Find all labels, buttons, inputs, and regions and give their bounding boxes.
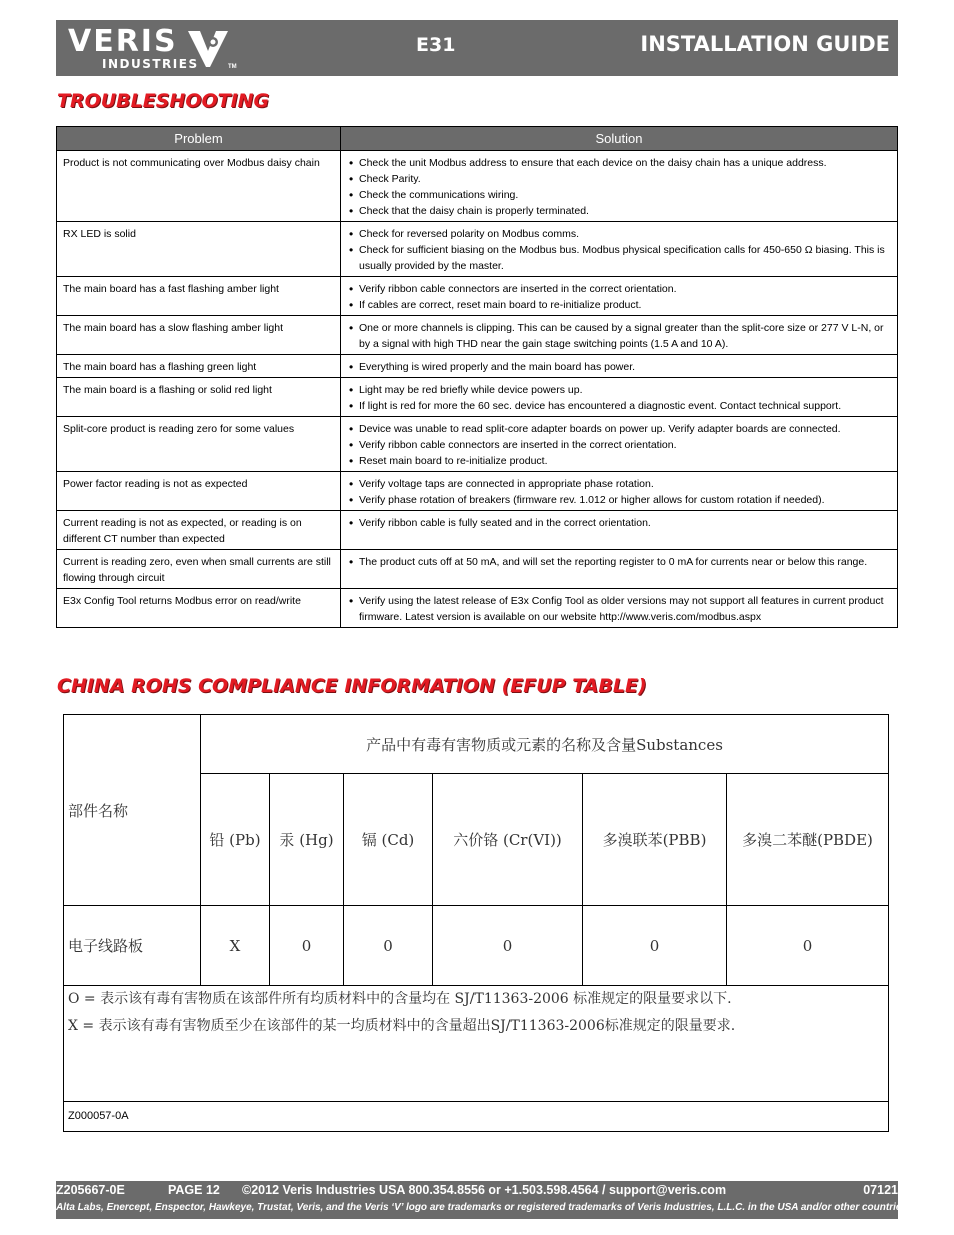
rohs-header-row [64,715,889,774]
solution-item: • The product cuts off at 50 mA, and will set the reporting register to 0 mA for currents near or below this range. [347,554,891,570]
solution-cell [341,222,898,277]
table-row [57,316,898,355]
table-header-row [57,127,898,151]
rohs-doc-code: Z000057-0A [64,1101,889,1131]
solution-item: • Verify phase rotation of breakers (firmware rev. 1.012 or higher allows for custom rotation if needed). [347,492,891,508]
table-row [57,277,898,316]
substance-hg: 汞 (Hg) [270,774,344,906]
table-row [57,511,898,550]
solution-item: • Check Parity. [347,171,891,187]
doc-code-row [64,1101,889,1131]
veris-v-icon [186,27,230,69]
solution-item: • Verify ribbon cable connectors are inserted in the correct orientation. [347,437,891,453]
troubleshooting-rows [57,151,898,628]
note-x: X = 表示该有毒有害物质至少在该部件的某一均质材料中的含量超出SJ/T11363-2006标准规定的限量要求. [68,1017,736,1034]
table-row [57,417,898,472]
problem-cell: The main board has a fast flashing amber light [57,277,341,316]
part-row [64,906,889,985]
trademark-notice: Alta Labs, Enercept, Enspector, Hawkeye, Trustat, Veris, and the Veris ‘V’ logo are trademarks or registered trademarks of Veris Industries, L.L.C. in the USA and/or other countries. [56,1202,910,1213]
substance-pbde: 多溴二苯醚(PBDE) [727,774,889,906]
table-row [57,222,898,277]
contact-info: ©2012 Veris Industries USA 800.354.8556 or +1.503.598.4564 / support@veris.com [242,1183,727,1197]
value-pb: X [201,906,270,985]
page-number: PAGE 12 [168,1183,220,1197]
solution-list [347,515,891,531]
solution-item: • Check for sufficient biasing on the Modbus bus. Modbus physical specification calls for 450-650 Ω biasing. This is usually provided by the master. [347,242,891,274]
model-number: E31 [416,34,456,56]
value-hg: 0 [270,906,344,985]
solution-cell [341,589,898,628]
solution-list [347,226,891,274]
problem-cell: Split-core product is reading zero for some values [57,417,341,472]
problem-cell: E3x Config Tool returns Modbus error on read/write [57,589,341,628]
rohs-notes [64,985,889,1101]
solution-item: • Reset main board to re-initialize product. [347,453,891,469]
table-row [57,355,898,378]
solution-item: • Check the communications wiring. [347,187,891,203]
solution-list [347,554,891,570]
rohs-table [63,714,889,1132]
solution-list [347,476,891,508]
solution-list [347,281,891,313]
solution-item: • One or more channels is clipping. This can be caused by a signal greater than the split-core size or 277 V L-N, or by a signal with high THD near the gain stage switching points (1.5 A and 10 A). [347,320,891,352]
solution-list [347,359,891,375]
solution-item: • If light is red for more the 60 sec. device has encountered a diagnostic event. Contact technical support. [347,398,891,414]
solution-item: • Verify ribbon cable is fully seated and in the correct orientation. [347,515,891,531]
value-pbb: 0 [583,906,727,985]
table-row [57,550,898,589]
problem-cell: Current reading is not as expected, or reading is on different CT number than expected [57,511,341,550]
solution-cell [341,550,898,589]
solution-item: • Light may be red briefly while device powers up. [347,382,891,398]
solution-cell [341,355,898,378]
problem-cell: Product is not communicating over Modbus daisy chain [57,151,341,222]
solution-list [347,155,891,219]
solution-list [347,593,891,625]
solution-item: • Everything is wired properly and the main board has power. [347,359,891,375]
solution-list [347,320,891,352]
solution-item: • Check the unit Modbus address to ensure that each device on the daisy chain has a unique address. [347,155,891,171]
logo-subtitle: INDUSTRIES [102,57,199,71]
page-title: INSTALLATION GUIDE [640,32,890,56]
solution-item: • Check that the daisy chain is properly terminated. [347,203,891,219]
solution-cell [341,277,898,316]
substance-cr6: 六价铬 (Cr(VI)) [433,774,583,906]
solution-item: • Check for reversed polarity on Modbus comms. [347,226,891,242]
table-row [57,589,898,628]
date-code: 07121 [863,1183,898,1197]
problem-cell: The main board has a slow flashing amber light [57,316,341,355]
solution-cell [341,511,898,550]
solution-cell [341,151,898,222]
substance-cd: 镉 (Cd) [344,774,433,906]
solution-column-header: Solution [341,127,898,151]
solution-list [347,382,891,414]
problem-cell: RX LED is solid [57,222,341,277]
logo-trademark: TM [228,64,237,70]
solution-item: • Verify using the latest release of E3x Config Tool as older versions may not support all features in current product firmware. Latest version is available on our website http://www.veris.com/modbus.aspx [347,593,891,625]
value-cd: 0 [344,906,433,985]
solution-item: • Verify ribbon cable connectors are inserted in the correct orientation. [347,281,891,297]
table-row [57,472,898,511]
solution-cell [341,378,898,417]
substance-pb: 铅 (Pb) [201,774,270,906]
page-header [56,20,898,76]
problem-column-header: Problem [57,127,341,151]
veris-logo [68,24,268,72]
problem-cell: The main board is a flashing or solid red light [57,378,341,417]
substances-header: 产品中有毒有害物质或元素的名称及含量Substances [201,715,889,774]
table-row [57,151,898,222]
logo-wordmark: VERIS [68,24,178,59]
solution-item: • Verify voltage taps are connected in appropriate phase rotation. [347,476,891,492]
note-o: O = 表示该有毒有害物质在该部件所有均质材料中的含量均在 SJ/T11363-2006 标准规定的限量要求以下. [68,990,732,1007]
troubleshooting-table [56,126,898,628]
solution-cell [341,417,898,472]
footer-info [56,1183,898,1201]
table-row [57,378,898,417]
solution-cell [341,472,898,511]
troubleshooting-heading: TROUBLESHOOTING [57,90,270,112]
notes-row [64,985,889,1101]
solution-item: • If cables are correct, reset main board to re-initialize product. [347,297,891,313]
part-name: 电子线路板 [64,906,201,985]
substance-pbb: 多溴联苯(PBB) [583,774,727,906]
solution-item: • Device was unable to read split-core adapter boards on power up. Verify adapter boards are connected. [347,421,891,437]
doc-number: Z205667-0E [56,1183,125,1197]
value-pbde: 0 [727,906,889,985]
problem-cell: Current is reading zero, even when small currents are still flowing through circuit [57,550,341,589]
rohs-heading: CHINA ROHS COMPLIANCE INFORMATION (EFUP TABLE) [57,675,647,697]
solution-list [347,421,891,469]
problem-cell: Power factor reading is not as expected [57,472,341,511]
problem-cell: The main board has a flashing green light [57,355,341,378]
part-name-header: 部件名称 [64,715,201,906]
page-footer [56,1181,910,1219]
value-cr6: 0 [433,906,583,985]
solution-cell [341,316,898,355]
